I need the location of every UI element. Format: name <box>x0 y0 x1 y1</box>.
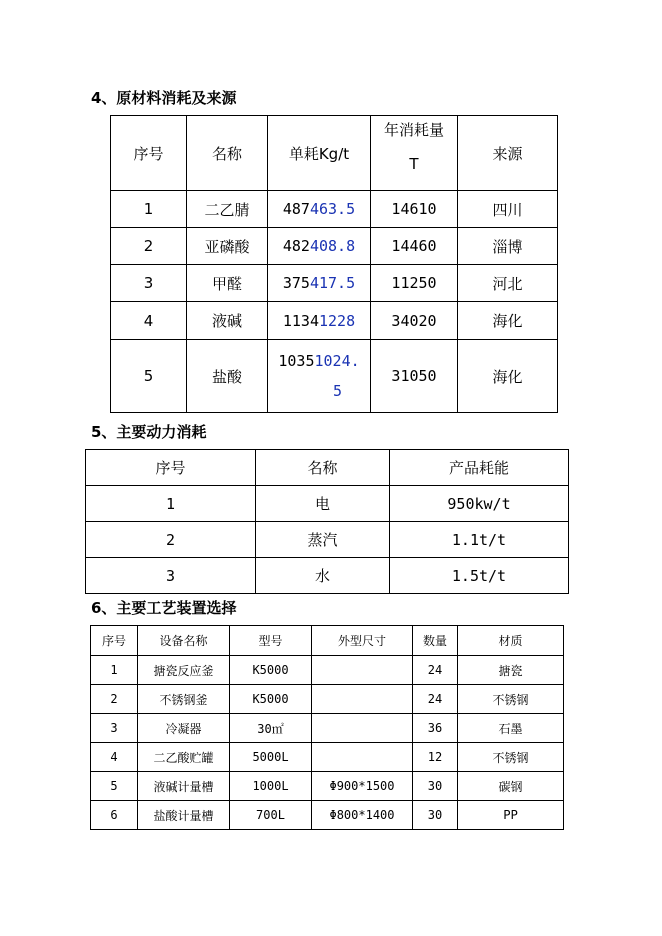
cell-device: 盐酸计量槽 <box>138 801 230 830</box>
table-row <box>91 772 564 801</box>
section-5-title: 5、主要动力消耗 <box>91 423 207 441</box>
cell-material: 不锈钢 <box>458 685 564 714</box>
section-6-title: 6、主要工艺装置选择 <box>91 599 237 617</box>
unit-part-a: 1035 <box>278 352 315 370</box>
cell-seq: 2 <box>91 685 138 714</box>
unit-part-a: 375 <box>282 274 310 292</box>
header-name: 名称 <box>187 116 268 191</box>
cell-size <box>312 714 413 743</box>
table-row <box>86 558 569 594</box>
cell-seq: 2 <box>86 522 256 558</box>
section-4-title: 4、原材料消耗及来源 <box>91 89 237 107</box>
header-annual-line2: T <box>409 155 419 173</box>
cell-model: 30㎡ <box>230 714 312 743</box>
cell-seq: 4 <box>111 302 187 340</box>
cell-annual: 14460 <box>371 228 458 265</box>
unit-line1 <box>268 346 370 376</box>
cell-name: 盐酸 <box>187 340 268 413</box>
cell-name: 甲醛 <box>187 265 268 302</box>
cell-size <box>312 685 413 714</box>
cell-size: Φ800*1400 <box>312 801 413 830</box>
table-row <box>86 486 569 522</box>
unit-part-a: 487 <box>282 200 310 218</box>
table-row <box>91 714 564 743</box>
cell-seq: 1 <box>86 486 256 522</box>
cell-source: 四川 <box>458 191 558 228</box>
cell-model: K5000 <box>230 685 312 714</box>
cell-qty: 12 <box>413 743 458 772</box>
cell-source: 淄博 <box>458 228 558 265</box>
cell-name: 液碱 <box>187 302 268 340</box>
table-row <box>91 656 564 685</box>
cell-device: 二乙酸贮罐 <box>138 743 230 772</box>
cell-name: 二乙腈 <box>187 191 268 228</box>
cell-seq: 1 <box>91 656 138 685</box>
raw-material-table <box>110 115 558 413</box>
cell-material: 碳钢 <box>458 772 564 801</box>
cell-energy: 950kw/t <box>390 486 569 522</box>
unit-line2: 5 <box>332 382 342 400</box>
cell-unit <box>268 228 371 265</box>
table-row <box>91 801 564 830</box>
cell-seq: 5 <box>91 772 138 801</box>
cell-source: 河北 <box>458 265 558 302</box>
header-seq: 序号 <box>91 626 138 656</box>
cell-source: 海化 <box>458 340 558 413</box>
cell-energy: 1.1t/t <box>390 522 569 558</box>
header-model: 型号 <box>230 626 312 656</box>
cell-qty: 24 <box>413 685 458 714</box>
table-header-row <box>91 626 564 656</box>
cell-size <box>312 743 413 772</box>
header-material: 材质 <box>458 626 564 656</box>
header-size: 外型尺寸 <box>312 626 413 656</box>
unit-part-b: 417.5 <box>309 274 356 292</box>
unit-part-a: 482 <box>282 237 310 255</box>
header-energy: 产品耗能 <box>390 450 569 486</box>
cell-unit <box>268 340 371 413</box>
table-row <box>111 302 558 340</box>
process-equipment-table <box>90 625 564 830</box>
cell-material: PP <box>458 801 564 830</box>
table-row <box>111 340 558 413</box>
unit-part-b: 408.8 <box>309 237 356 255</box>
cell-qty: 30 <box>413 801 458 830</box>
unit-part-b: 463.5 <box>309 200 356 218</box>
table-row <box>111 228 558 265</box>
cell-name: 蒸汽 <box>256 522 390 558</box>
cell-qty: 36 <box>413 714 458 743</box>
cell-name: 水 <box>256 558 390 594</box>
cell-seq: 6 <box>91 801 138 830</box>
cell-device: 不锈钢釜 <box>138 685 230 714</box>
cell-annual: 14610 <box>371 191 458 228</box>
cell-material: 搪瓷 <box>458 656 564 685</box>
cell-unit <box>268 302 371 340</box>
cell-model: 5000L <box>230 743 312 772</box>
cell-model: 700L <box>230 801 312 830</box>
cell-model: K5000 <box>230 656 312 685</box>
cell-material: 不锈钢 <box>458 743 564 772</box>
cell-size: Φ900*1500 <box>312 772 413 801</box>
cell-model: 1000L <box>230 772 312 801</box>
table-header-row <box>111 116 558 191</box>
header-seq: 序号 <box>86 450 256 486</box>
cell-seq: 1 <box>111 191 187 228</box>
cell-qty: 30 <box>413 772 458 801</box>
cell-seq: 3 <box>111 265 187 302</box>
cell-seq: 3 <box>91 714 138 743</box>
header-name: 名称 <box>256 450 390 486</box>
cell-seq: 3 <box>86 558 256 594</box>
cell-annual: 34020 <box>371 302 458 340</box>
cell-qty: 24 <box>413 656 458 685</box>
header-seq: 序号 <box>111 116 187 191</box>
table-header-row <box>86 450 569 486</box>
cell-size <box>312 656 413 685</box>
header-annual-consumption <box>371 116 458 191</box>
table-row <box>111 265 558 302</box>
header-annual-line1: 年消耗量 <box>383 121 444 139</box>
cell-seq: 2 <box>111 228 187 265</box>
cell-seq: 5 <box>111 340 187 413</box>
header-qty: 数量 <box>413 626 458 656</box>
power-consumption-table <box>85 449 569 594</box>
header-device: 设备名称 <box>138 626 230 656</box>
table-row <box>91 685 564 714</box>
cell-energy: 1.5t/t <box>390 558 569 594</box>
cell-seq: 4 <box>91 743 138 772</box>
table-row <box>91 743 564 772</box>
cell-name: 亚磷酸 <box>187 228 268 265</box>
cell-material: 石墨 <box>458 714 564 743</box>
cell-unit <box>268 191 371 228</box>
cell-annual: 31050 <box>371 340 458 413</box>
unit-part-a: 1134 <box>282 311 319 330</box>
cell-name: 电 <box>256 486 390 522</box>
unit-part-b: 1024. <box>314 352 360 370</box>
header-source: 来源 <box>458 116 558 191</box>
cell-device: 搪瓷反应釜 <box>138 656 230 685</box>
table-row <box>86 522 569 558</box>
cell-device: 冷凝器 <box>138 714 230 743</box>
header-unit-consumption: 单耗Kg/t <box>268 116 371 191</box>
unit-part-b: 1228 <box>319 311 356 330</box>
cell-unit <box>268 265 371 302</box>
cell-annual: 11250 <box>371 265 458 302</box>
cell-device: 液碱计量槽 <box>138 772 230 801</box>
cell-source: 海化 <box>458 302 558 340</box>
table-row <box>111 191 558 228</box>
